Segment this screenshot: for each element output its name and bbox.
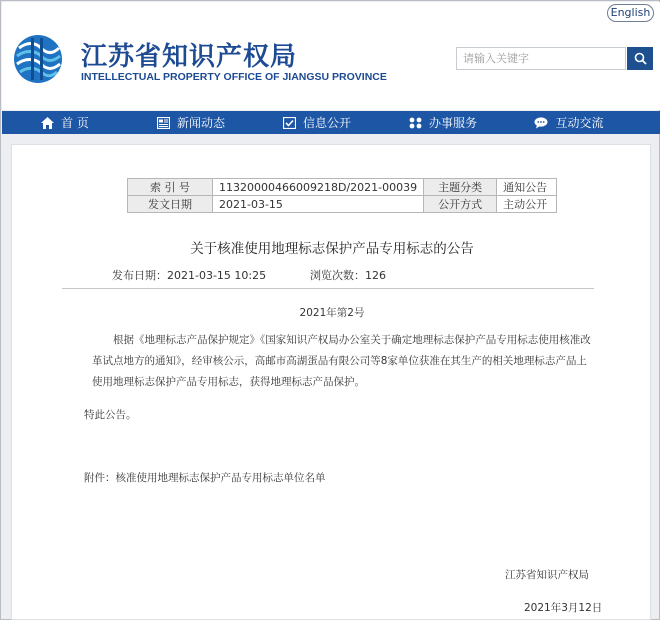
nav-item-label: 新闻动态 bbox=[176, 116, 225, 130]
english-button[interactable]: English bbox=[607, 4, 654, 22]
publish-label: 发布日期： bbox=[112, 269, 167, 282]
home-icon bbox=[41, 117, 54, 129]
category-label: 主题分类 bbox=[424, 179, 497, 196]
search-button[interactable] bbox=[627, 47, 653, 70]
index-value: 11320000466009218D/2021-00039 bbox=[213, 179, 424, 196]
article-body bbox=[92, 330, 597, 393]
publish-value: 2021-03-15 10:25 bbox=[167, 269, 267, 282]
closing-notice: 特此公告。 bbox=[84, 409, 137, 421]
nav-item-label: 办事服务 bbox=[428, 116, 477, 130]
search-input[interactable] bbox=[456, 47, 626, 70]
nav-item-service[interactable] bbox=[380, 111, 506, 134]
nav-item-label: 首 页 bbox=[61, 116, 89, 130]
view-count bbox=[310, 267, 386, 283]
service-icon bbox=[409, 117, 422, 129]
attachment-link[interactable]: 附件：核准使用地理标志保护产品专用标志单位名单 bbox=[84, 472, 326, 484]
article-panel bbox=[11, 144, 651, 620]
article-title: 关于核准使用地理标志保护产品专用标志的公告 bbox=[190, 241, 474, 257]
nav-item-home[interactable] bbox=[2, 111, 128, 134]
nav-item-label: 互动交流 bbox=[555, 116, 604, 130]
nav-item-label: 信息公开 bbox=[302, 116, 351, 130]
nav-item-info[interactable] bbox=[254, 111, 380, 134]
body-text: 根据《地理标志产品保护规定》《国家知识产权局办公室关于确定地理标志保护产品专用标志使用核准改革试点地方的通知》，经审核公示，高邮市高湖蛋品有限公司等8家单位获准在其生产的相关地理标志产品上使用地理标志保护产品专用标志，获得地理标志产品保护。 bbox=[92, 334, 591, 388]
sign-date: 2021年3月12日 bbox=[524, 602, 603, 614]
metadata-table bbox=[127, 178, 557, 213]
date-value: 2021-03-15 bbox=[213, 196, 424, 213]
table-row bbox=[128, 179, 557, 196]
chat-icon bbox=[534, 117, 548, 129]
date-label: 发文日期 bbox=[128, 196, 213, 213]
nav-item-interact[interactable] bbox=[506, 111, 632, 134]
divider bbox=[62, 288, 594, 289]
signer: 江苏省知识产权局 bbox=[505, 569, 589, 581]
site-title[interactable]: 江苏省知识产权局 bbox=[81, 42, 298, 72]
news-icon bbox=[157, 117, 170, 129]
info-icon bbox=[283, 117, 296, 129]
category-value: 通知公告 bbox=[497, 179, 557, 196]
nav-item-news[interactable] bbox=[128, 111, 254, 134]
main-nav bbox=[2, 111, 660, 134]
views-label: 浏览次数： bbox=[310, 269, 365, 282]
publish-date bbox=[112, 267, 266, 283]
views-value: 126 bbox=[365, 269, 386, 282]
search-icon bbox=[634, 52, 647, 65]
table-row bbox=[128, 196, 557, 213]
index-label: 索 引 号 bbox=[128, 179, 213, 196]
site-logo[interactable] bbox=[13, 32, 63, 86]
open-value: 主动公开 bbox=[497, 196, 557, 213]
document-number: 2021年第2号 bbox=[299, 307, 365, 319]
site-subtitle: INTELLECTUAL PROPERTY OFFICE OF JIANGSU PROVINCE bbox=[81, 71, 387, 83]
open-label: 公开方式 bbox=[424, 196, 497, 213]
site-header bbox=[2, 2, 660, 110]
